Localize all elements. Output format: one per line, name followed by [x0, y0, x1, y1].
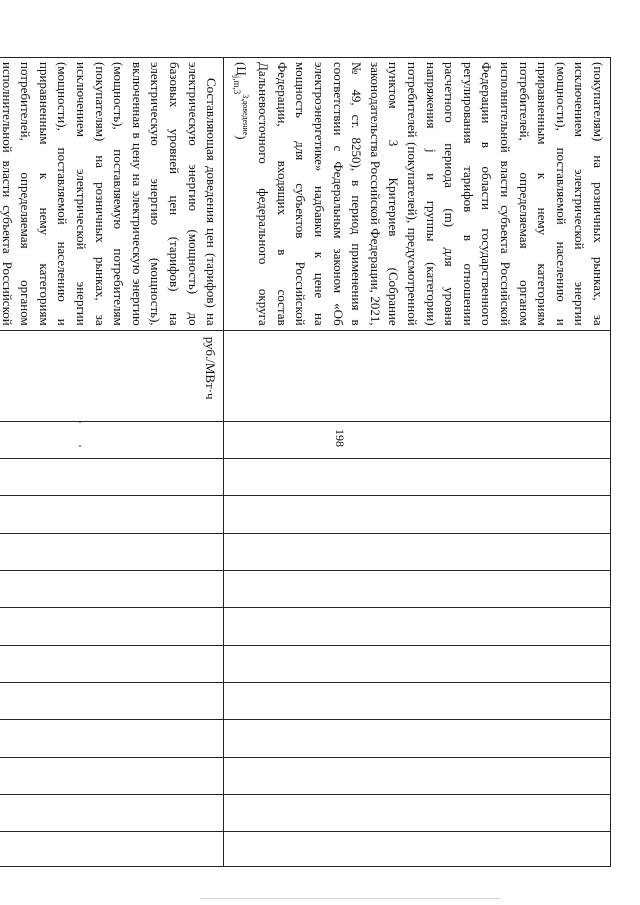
description-continued-text: (покупателям) на розничных рынках, за исключением электрической энергии (мощности), поставляемой населению и приравненным к нему категориям потребителей, определяемая органом исполнительной власти субъекта Российской Федерации в области государственного регулирования тарифов в отношении расчетного периода (m) для уровня напряжения j и группы (категории) потребителей (покупателей), предусмотренной пунктом 3 Критериев (Собрание законодательства Российской Федерации, 2021, № 49, ст. 8250), в период применения в соответствии с Федеральным законом «Об электроэнергетике» надбавки к цене на мощность для субъектов Российской Федерации, входящих в состав Дальневосточного федерального округа (Ц — [233, 62, 606, 326]
cell-value-empty — [224, 608, 611, 645]
formula-subscript: j,m,3 — [231, 75, 242, 95]
table-row-continued — [224, 58, 611, 867]
cell-value-empty — [0, 421, 224, 458]
cell-description-continued — [224, 58, 611, 331]
cell-value-empty — [224, 757, 611, 794]
cell-value-empty — [224, 421, 611, 458]
cell-value-empty — [224, 795, 611, 831]
tariff-table — [0, 57, 611, 867]
formula-superscript: 3,доведение — [240, 94, 250, 136]
cell-value-empty — [0, 645, 224, 682]
table-row — [0, 58, 224, 867]
page-number: 198 — [333, 429, 347, 447]
cell-value-empty — [224, 831, 611, 866]
cell-value-empty — [0, 831, 224, 866]
description-text: Составляющая доведения цен (тарифов) на электрическую энергию (мощность) до базовых уровней цен (тарифов) на электрическую энергию (мощность), включенная в цену на электрическую энергию (мощность), поставляемую потребителям (покупателям) на розничных рынках, за исключением электрической энергии (мощности), поставляемой населению и приравненным к нему категориям потребителей, определяемая органом исполнительной власти субъекта Российской — [0, 62, 220, 326]
cell-description — [0, 58, 224, 331]
cell-value-empty — [224, 533, 611, 570]
cell-value-empty — [0, 496, 224, 533]
cell-unit-empty — [224, 330, 611, 421]
cell-value-empty — [0, 720, 224, 757]
cell-value-empty — [0, 795, 224, 831]
cell-value-empty — [224, 458, 611, 495]
cell-value-empty — [224, 683, 611, 720]
cell-value-empty — [224, 571, 611, 608]
cell-value-empty — [224, 645, 611, 682]
unit-label: руб./МВт·ч — [203, 336, 219, 400]
cell-value-empty — [0, 458, 224, 495]
formula-closing: ) — [233, 135, 249, 140]
cell-value-empty — [0, 757, 224, 794]
cell-value-empty — [0, 533, 224, 570]
cell-value-empty — [0, 571, 224, 608]
cell-unit — [0, 330, 224, 421]
cell-value-empty — [224, 496, 611, 533]
cell-value-empty — [0, 683, 224, 720]
cell-value-empty — [224, 720, 611, 757]
cell-value-empty — [0, 608, 224, 645]
scan-edge — [200, 898, 500, 899]
